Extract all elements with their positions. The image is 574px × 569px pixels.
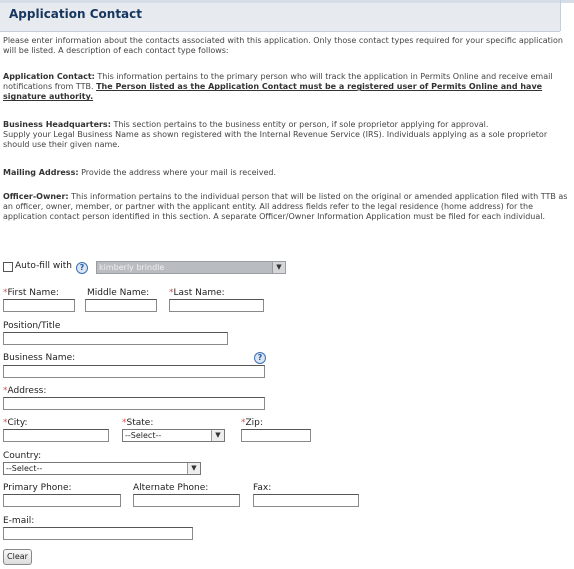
officer-term: Officer-Owner:: [3, 192, 69, 201]
middle-name-input[interactable]: [85, 299, 157, 312]
country-select[interactable]: [3, 462, 201, 475]
middle-name-label: Middle Name:: [87, 288, 150, 298]
chevron-down-icon: ▼: [187, 463, 200, 474]
clear-button[interactable]: Clear: [3, 549, 32, 565]
autofill-selected-value: kimberly brindle: [99, 263, 165, 272]
state-label: [122, 418, 153, 428]
mailing-description: [3, 168, 569, 178]
first-name-input[interactable]: [3, 299, 75, 312]
required-marker: *: [3, 288, 8, 298]
autofill-label: Auto-fill with: [15, 261, 72, 271]
autofill-help-icon[interactable]: ?: [76, 262, 88, 274]
business-name-input[interactable]: [3, 365, 265, 378]
officer-description: [3, 192, 569, 223]
country-label: Country:: [3, 451, 42, 461]
email-input[interactable]: [3, 527, 193, 540]
chevron-down-icon: ▼: [272, 262, 285, 273]
required-marker: *: [169, 288, 174, 298]
business-hq-term: Business Headquarters:: [3, 120, 111, 129]
address-label: [3, 386, 46, 396]
header-divider: [560, 0, 561, 31]
city-label: [3, 418, 28, 428]
email-label: E-mail:: [3, 516, 35, 526]
address-label-text: Address:: [7, 386, 47, 396]
first-name-label-text: First Name:: [7, 288, 59, 298]
state-select[interactable]: [122, 429, 225, 442]
state-label-text: State:: [126, 418, 154, 428]
chevron-down-icon: ▼: [211, 430, 224, 441]
position-input[interactable]: [3, 332, 228, 345]
business-name-help-icon[interactable]: ?: [254, 352, 266, 364]
zip-input[interactable]: [241, 429, 311, 442]
last-name-label: [169, 288, 225, 298]
application-contact-emphasis: The Person listed as the Application Contact must be a registered user of Permits Online and have signature authority.: [3, 82, 543, 102]
primary-phone-label: Primary Phone:: [3, 483, 72, 493]
application-contact-term: Application Contact:: [3, 72, 95, 81]
required-marker: *: [122, 418, 127, 428]
application-contact-description: [3, 72, 569, 103]
page-title: Application Contact: [9, 7, 142, 21]
business-hq-description: [3, 120, 569, 151]
mailing-text: Provide the address where your mail is received.: [78, 168, 277, 177]
section-header: [0, 0, 574, 32]
officer-text: This information pertains to the individual person that will be listed on the original or amended application filed with TTB as an officer, owner, member, or partner with the applicant entity. All address fields refer to the legal residence (home address) for the application contact person identified in this section. A separate Officer/Owner Information Application must be filed for each individual.: [3, 192, 568, 222]
position-label: Position/Title: [3, 321, 61, 331]
fax-input[interactable]: [253, 494, 359, 507]
last-name-input[interactable]: [169, 299, 264, 312]
last-name-label-text: Last Name:: [173, 288, 225, 298]
mailing-term: Mailing Address:: [3, 168, 79, 177]
primary-phone-input[interactable]: [3, 494, 121, 507]
first-name-label: [3, 288, 59, 298]
autofill-select[interactable]: [96, 261, 286, 274]
required-marker: *: [3, 418, 8, 428]
intro-text: Please enter information about the contacts associated with this application. Only those contact types required for your specific application will be listed. A description of each contact type follows:: [3, 36, 563, 56]
city-label-text: City:: [7, 418, 28, 428]
business-hq-text: This section pertains to the business entity or person, if sole proprietor applying for approval.: [110, 120, 489, 129]
required-marker: *: [3, 386, 8, 396]
zip-label-text: Zip:: [245, 418, 263, 428]
address-input[interactable]: [3, 397, 265, 410]
application-contact-text: This information pertains to the primary person who will track the application in Permits Online and receive email notifications from TTB.: [3, 72, 553, 92]
zip-label: [241, 418, 263, 428]
autofill-checkbox[interactable]: [3, 262, 13, 272]
country-selected-value: --Select--: [6, 464, 43, 473]
alternate-phone-input[interactable]: [133, 494, 240, 507]
state-selected-value: --Select--: [125, 431, 162, 440]
business-hq-text-2: Supply your Legal Business Name as shown registered with the Internal Revenue Service (IRS). Individuals applying as a sole proprietor should use their given name.: [3, 130, 548, 150]
alternate-phone-label: Alternate Phone:: [133, 483, 209, 493]
city-input[interactable]: [3, 429, 109, 442]
required-marker: *: [241, 418, 246, 428]
business-name-label: Business Name:: [3, 353, 76, 363]
fax-label: Fax:: [253, 483, 272, 493]
